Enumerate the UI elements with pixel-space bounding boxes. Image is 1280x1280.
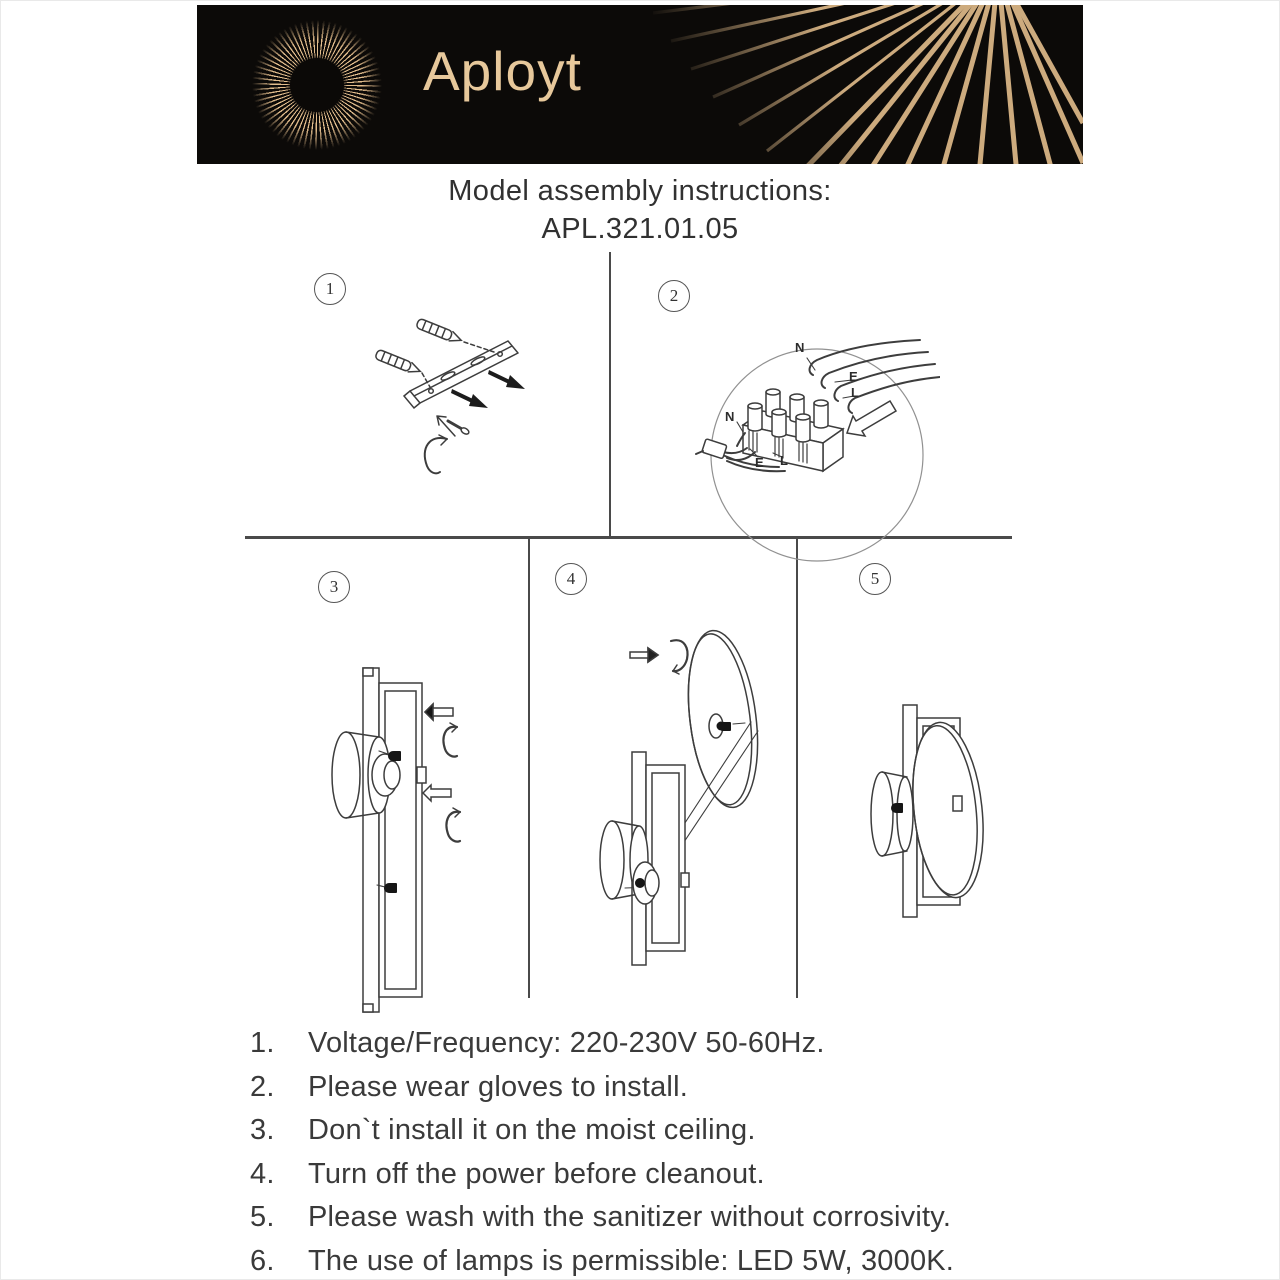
list-item [250,1115,1066,1146]
wire-label-n-left: N [725,409,735,424]
wire-label-l-right: L [851,385,859,400]
sunburst-core-icon [290,58,344,112]
step-2-number: 2 [669,286,679,305]
model-number: APL.321.01.05 [541,213,739,245]
wiring-terminal-diagram [695,330,940,585]
list-item-number: 2. [250,1070,275,1103]
wire-label-l-bottom: L [780,453,788,468]
step-1-badge [314,273,346,305]
list-item-number: 6. [250,1244,275,1277]
page-title: Model assembly instructions: [448,175,832,207]
wire-label-e-bottom: E [755,455,764,470]
wire-label-n-top: N [795,340,805,355]
list-item [250,1072,1066,1103]
wire-label-e-right: E [849,369,858,384]
step-4-badge [555,563,587,595]
list-item [250,1202,1066,1233]
list-item-text: Turn off the power before cleanout. [308,1157,765,1190]
disc-attachment-diagram [555,625,865,1040]
step-3-badge [318,571,350,603]
brand-name: Aployt [423,40,582,102]
list-item-text: The use of lamps is permissible: LED 5W, 3000K. [308,1244,955,1277]
assembled-lamp-diagram [855,670,990,930]
rays-fade-overlay [653,5,1083,164]
sunburst-logo-icon [249,17,385,153]
step-3-number: 3 [329,577,339,596]
instruction-list [250,1028,1066,1280]
list-item-number: 5. [250,1201,275,1233]
list-item-text: Voltage/Frequency: 220-230V 50-60Hz. [308,1027,825,1059]
list-item [250,1159,1066,1190]
divider-vertical-bottom-left [528,539,530,998]
brand-banner [197,5,1083,164]
step-2-badge [658,280,690,312]
list-item-number: 1. [250,1027,275,1059]
step-1-number: 1 [325,279,335,298]
list-item-number: 4. [250,1157,275,1190]
mounting-bracket-diagram [360,315,550,485]
list-item-text: Please wash with the sanitizer without corrosivity. [308,1201,952,1233]
list-item-text: Please wear gloves to install. [308,1070,688,1103]
step-5-number: 5 [870,569,880,588]
list-item-text: Don`t install it on the moist ceiling. [308,1114,756,1146]
frame-screws-diagram [295,655,510,1030]
step-4-number: 4 [566,569,576,588]
list-item [250,1028,1066,1059]
divider-vertical-top [609,252,611,536]
list-item-number: 3. [250,1114,275,1146]
list-item [250,1246,1066,1277]
